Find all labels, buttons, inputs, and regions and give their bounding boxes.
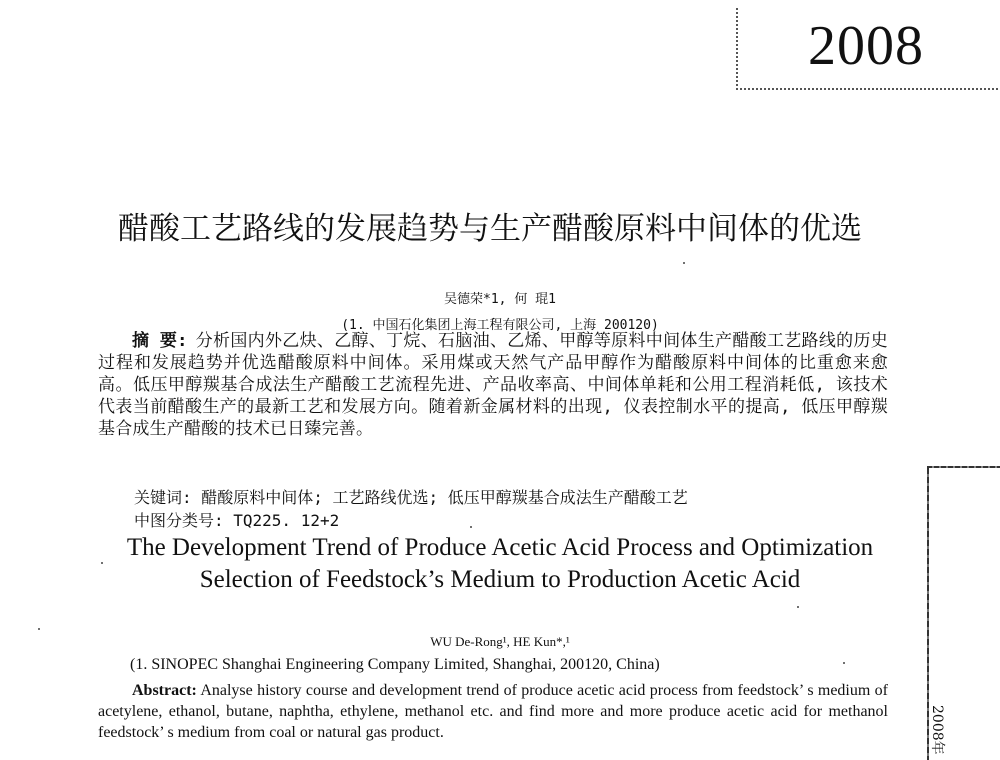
english-authors: WU De-Rong¹, HE Kun*,¹ — [430, 634, 570, 649]
side-rule-top — [927, 466, 1000, 468]
scan-speck — [683, 262, 685, 264]
chinese-keywords: 关键词: 醋酸原料中间体; 工艺路线优选; 低压甲醇羰基合成法生产醋酸工艺 — [134, 488, 688, 507]
chinese-authors: 吴德荣*1, 何 琨1 — [444, 292, 556, 307]
chinese-title: 醋酸工艺路线的发展趋势与生产醋酸原料中间体的优选 — [118, 211, 862, 247]
english-abstract — [98, 680, 888, 743]
english-title: The Development Trend of Produce Acetic Acid Process and Optimization Selection of Feedstock’s Medium to Production Acetic Acid — [126, 534, 874, 593]
scan-speck — [843, 662, 845, 664]
chinese-abstract-text: 分析国内外乙炔、乙醇、丁烷、石脑油、乙烯、甲醇等原料中间体生产醋酸工艺路线的历史过程和发展趋势并优选醋酸原料中间体。采用煤或天然气产品甲醇作为醋酸原料中间体的比重愈来愈高。低压甲醇羰基合成法生产醋酸工艺流程先进、产品收率高、中间体单耗和公用工程消耗低, 该技术代表当前醋酸生产的最新工艺和发展方向。随着新金属材料的出现, 仪表控制水平的提高, 低压甲醇羰基合成生产醋酸的技术已日臻完善。 — [98, 331, 888, 439]
chinese-classification: 中图分类号: TQ225. 12+2 — [134, 511, 340, 530]
english-affiliation: (1. SINOPEC Shanghai Engineering Company Limited, Shanghai, 200120, China) — [130, 656, 660, 673]
scan-speck — [470, 526, 472, 528]
scan-speck — [797, 606, 799, 608]
scan-speck — [101, 562, 103, 564]
english-abstract-label: Abstract: — [132, 682, 197, 699]
header-year: 2008 — [808, 15, 924, 77]
side-year-label: 2008年 — [929, 705, 945, 755]
chinese-abstract — [98, 330, 888, 440]
chinese-abstract-label: 摘 要: — [132, 331, 188, 351]
scan-speck — [38, 628, 40, 630]
chinese-affiliation: (1. 中国石化集团上海工程有限公司, 上海 200120) — [341, 318, 659, 333]
english-abstract-text: Analyse history course and development trend of produce acetic acid process from feedstock’ s medium of acetylene, ethanol, butane, naphtha, ethylene, methanol etc. and find more and more produce acetic acid for methanol feedstock’ s medium from coal or natural gas product. — [98, 682, 888, 741]
